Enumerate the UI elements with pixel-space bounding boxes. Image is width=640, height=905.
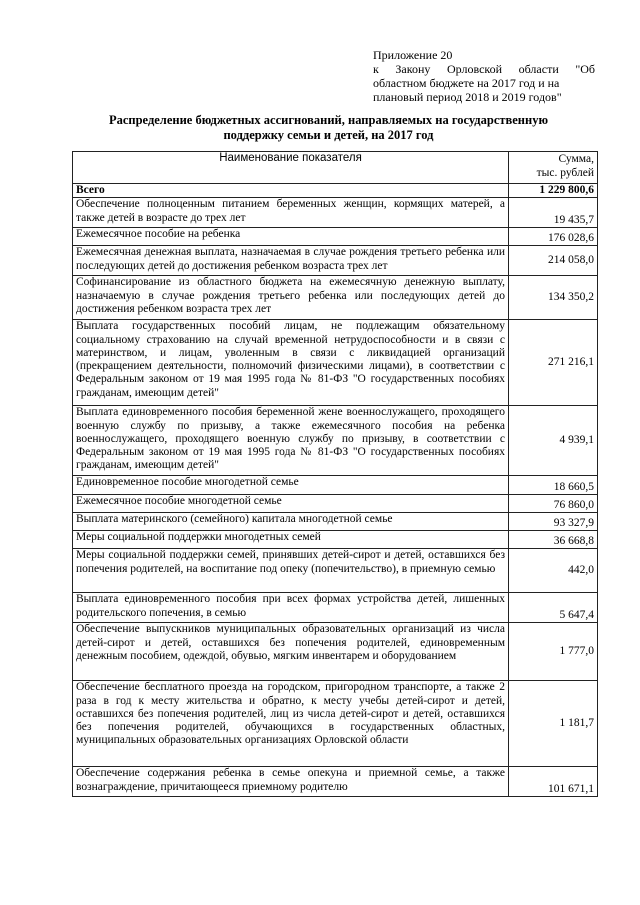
header-name-cell: Наименование показателя [73,152,509,184]
row-value: 1 181,7 [509,681,598,767]
row-value: 442,0 [509,549,598,593]
table-row [73,767,598,797]
table-row [73,276,598,320]
row-name: Ежемесячное пособие многодетной семье [73,495,509,513]
row-name: Меры социальной поддержки многодетных семей [73,531,509,549]
header-sum-line-2: тыс. рублей [536,167,594,179]
table-row [73,476,598,495]
document-title [86,113,571,143]
row-name: Выплата единовременного пособия при всех формах устройства детей, лишенных родительского попечения, в семью [73,593,509,623]
appendix-line-3: областном бюджете на 2017 год и на [373,76,560,90]
table-row [73,593,598,623]
row-value: 5 647,4 [509,593,598,623]
table-row [73,228,598,246]
row-name: Единовременное пособие многодетной семье [73,476,509,495]
total-row [73,184,598,198]
row-value: 18 660,5 [509,476,598,495]
table-header-row [73,152,598,184]
row-value: 1 777,0 [509,623,598,681]
table-row [73,246,598,276]
row-name: Выплата единовременного пособия беременной жене военнослужащего, проходящего военную службу по призыву, а также ежемесячного пособия на ребенка военнослужащего, проходящего военную службу по призыву, в соответствии с Федеральным законом от 19 мая 1995 года № 81-ФЗ "О государственных пособиях гражданам, имеющим детей" [73,406,509,476]
table-row [73,549,598,593]
row-name: Меры социальной поддержки семей, принявших детей-сирот и детей, оставшихся без попечения родителей, на воспитание под опеку (попечительство), в приемную семью [73,549,509,593]
row-name: Обеспечение бесплатного проезда на городском, пригородном транспорте, а также 2 раза в год к месту жительства и обратно, к месту учебы детей-сирот и детей, оставшихся без попечения родителей, лиц из числа детей-сирот и детей, оставшихся без попечения родителей, обучающихся в государственных областных, муниципальных образовательных организациях Орловской области [73,681,509,767]
row-value: 101 671,1 [509,767,598,797]
row-value: 76 860,0 [509,495,598,513]
appendix-line-4: плановый период 2018 и 2019 годов" [373,90,562,104]
row-value: 271 216,1 [509,320,598,406]
table-row [73,495,598,513]
row-value: 176 028,6 [509,228,598,246]
header-sum-cell [509,152,598,184]
table-row [73,623,598,681]
row-value: 4 939,1 [509,406,598,476]
header-sum-line-1: Сумма, [558,153,594,165]
row-name: Выплата материнского (семейного) капитала многодетной семье [73,513,509,531]
row-name: Обеспечение содержания ребенка в семье опекуна и приемной семье, а также вознаграждение, причитающееся приемному родителю [73,767,509,797]
table-row [73,531,598,549]
table-row [73,406,598,476]
row-name: Ежемесячное пособие на ребенка [73,228,509,246]
appendix-note [373,48,595,104]
table-row [73,513,598,531]
appendix-line-1: Приложение 20 [373,48,453,62]
table-row [73,681,598,767]
appendix-line-2: к Закону Орловской области "Об [373,62,595,76]
row-value: 93 327,9 [509,513,598,531]
row-name: Ежемесячная денежная выплата, назначаемая в случае рождения третьего ребенка или последующих детей до достижения ребенком возраста трех лет [73,246,509,276]
row-name: Выплата государственных пособий лицам, не подлежащим обязательному социальному страхованию на случай временной нетрудоспособности и в связи с материнством, и лицам, уволенным в связи с ликвидацией организаций (прекращением деятельности, полномочий физическими лицами), в соответствии с Федеральным законом от 19 мая 1995 года № 81-ФЗ "О государственных пособиях гражданам, имеющим детей" [73,320,509,406]
title-line-2: поддержку семьи и детей, на 2017 год [223,128,434,142]
budget-table [72,151,598,797]
row-value: 134 350,2 [509,276,598,320]
row-value: 214 058,0 [509,246,598,276]
row-value: 36 668,8 [509,531,598,549]
table-row [73,320,598,406]
table-row [73,198,598,228]
row-value: 19 435,7 [509,198,598,228]
title-line-1: Распределение бюджетных ассигнований, направляемых на государственную [108,113,549,127]
total-value: 1 229 800,6 [509,184,598,198]
row-name: Софинансирование из областного бюджета на ежемесячную денежную выплату, назначаемую в случае рождения третьего ребенка или последующих детей до достижения ребенком возраста трех лет [73,276,509,320]
total-label: Всего [73,184,509,198]
row-name: Обеспечение выпускников муниципальных образовательных организаций из числа детей-сирот и детей, оставшихся без попечения родителей, единовременным денежным пособием, одеждой, обувью, мягким инвентарем и оборудованием [73,623,509,681]
row-name: Обеспечение полноценным питанием беременных женщин, кормящих матерей, а также детей в возрасте до трех лет [73,198,509,228]
